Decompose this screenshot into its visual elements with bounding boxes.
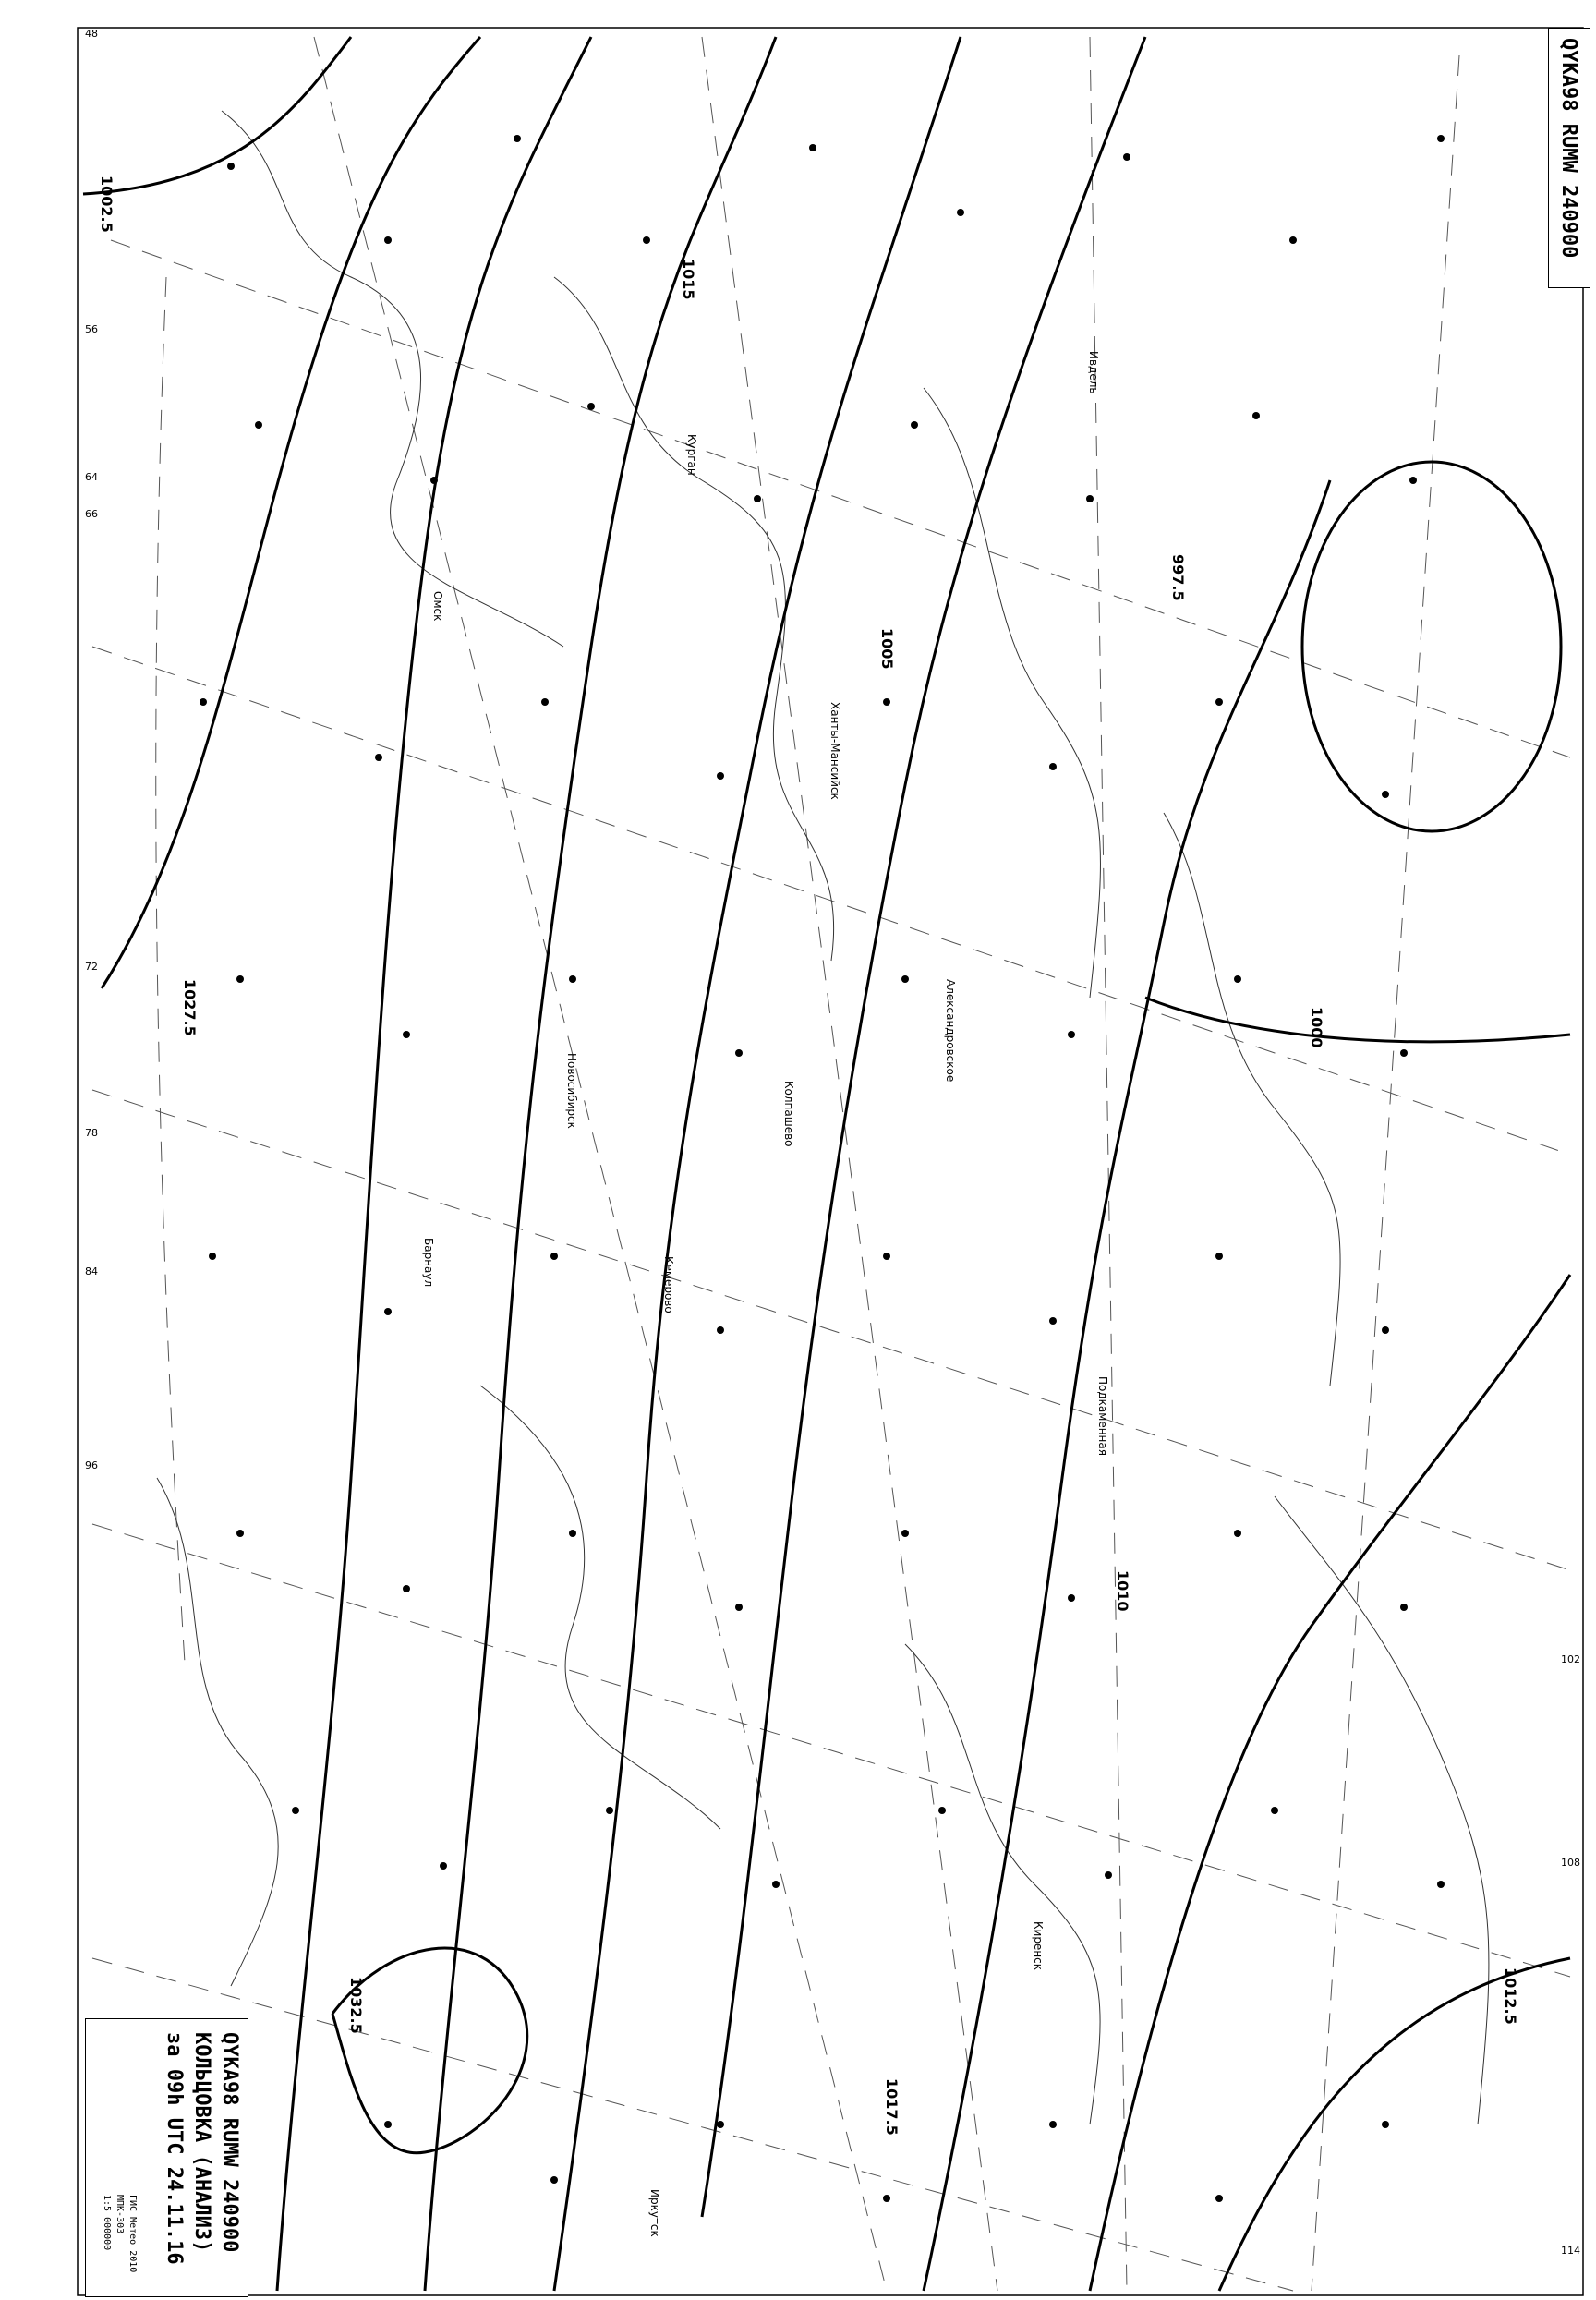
station-name: Колпашево xyxy=(782,1081,795,1147)
isobar-label: 1027.5 xyxy=(181,979,199,1036)
station-name: Киренск xyxy=(1032,1921,1045,1971)
isobar-label: 1012.5 xyxy=(1502,1967,1519,2025)
footer-line: ГИС Метео 2010 xyxy=(127,2195,138,2273)
grid-label: 48 xyxy=(85,28,98,40)
header-stamp xyxy=(1548,28,1590,288)
grid-label: 84 xyxy=(85,1265,98,1277)
station-name: Омск xyxy=(431,591,444,622)
footer-line: МПК-303 xyxy=(115,2195,125,2234)
title-block xyxy=(85,2018,248,2297)
grid-label: 78 xyxy=(85,1127,98,1139)
station-name: Ханты-Мансийск xyxy=(828,702,841,800)
station-name: Александровское xyxy=(944,979,957,1083)
isobar-label: 1010 xyxy=(1114,1570,1131,1612)
map-title: КОЛЬЦОВКА (АНАЛИЗ) xyxy=(190,2032,213,2253)
station-name: Подкаменная xyxy=(1096,1376,1109,1456)
grid-label: 114 xyxy=(1561,2245,1580,2257)
station-name: Иркутск xyxy=(648,2189,661,2237)
bulletin-code: QYKA98 RUMW 240900 xyxy=(1557,38,1580,259)
isobar-label: 1002.5 xyxy=(98,176,115,233)
isobar-label: 1000 xyxy=(1308,1007,1325,1048)
isobar-label: 1005 xyxy=(878,628,896,670)
station-name: Ивдель xyxy=(1087,351,1100,394)
grid-label: 72 xyxy=(85,961,98,973)
grid-label: 64 xyxy=(85,471,98,483)
station-name: Барнаул xyxy=(422,1238,435,1288)
isobar-label: 1032.5 xyxy=(347,1977,365,2034)
grid-label: 56 xyxy=(85,323,98,335)
station-name: Новосибирск xyxy=(565,1053,578,1129)
map-datetime: за 09h UTC 24.11.16 xyxy=(163,2032,186,2265)
grid-label: 102 xyxy=(1561,1653,1580,1665)
station-name: Курган xyxy=(685,434,698,476)
grid-label: 66 xyxy=(85,508,98,520)
station-name: Кемерово xyxy=(662,1256,675,1313)
bulletin-code: QYKA98 RUMW 240900 xyxy=(218,2032,241,2253)
grid-label: 108 xyxy=(1561,1857,1580,1869)
isobar-label: 1015 xyxy=(680,259,697,300)
grid-label: 96 xyxy=(85,1459,98,1471)
footer-line: 1:5 000000 xyxy=(102,2195,112,2251)
isobar-label: 997.5 xyxy=(1169,554,1187,601)
isobar-label: 1017.5 xyxy=(883,2078,901,2136)
